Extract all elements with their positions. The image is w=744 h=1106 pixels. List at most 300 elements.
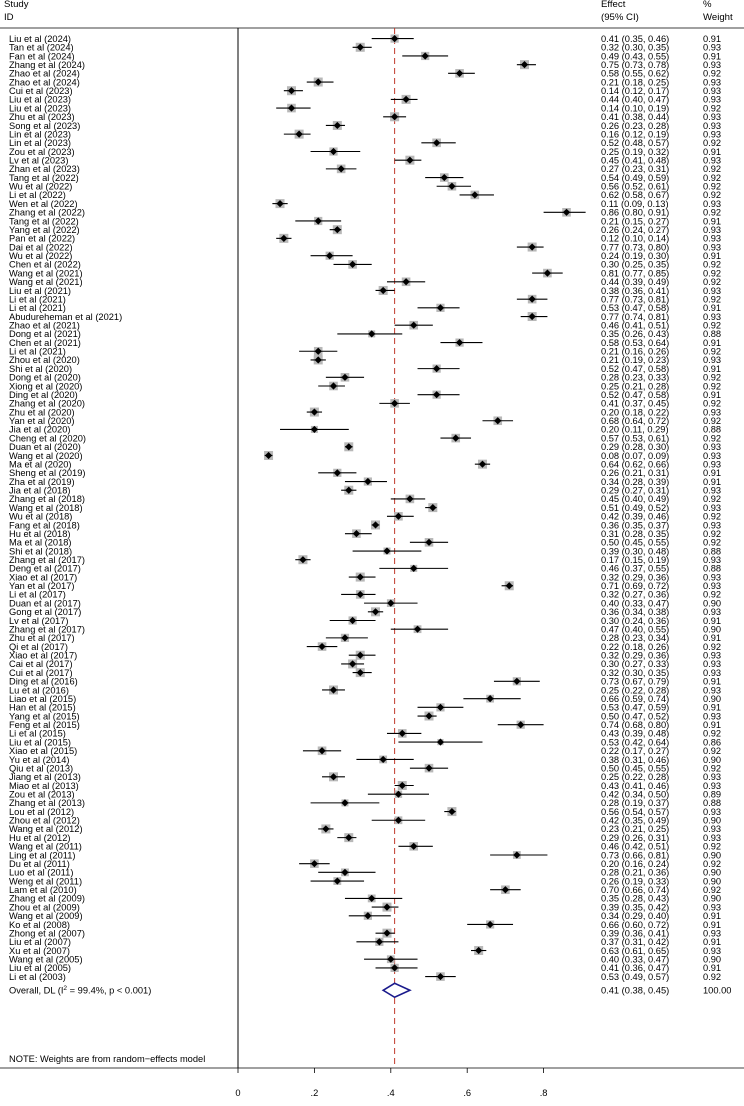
weight-text: 0.93 [703,832,722,843]
weight-text: 0.90 [703,754,722,765]
effect-ci-text: 0.32 (0.30, 0.35) [601,42,670,53]
weight-text: 0.93 [703,824,722,835]
study-label: Wu et al (2022) [9,251,73,262]
weight-text: 0.93 [703,581,722,592]
weight-text: 0.88 [703,329,722,340]
study-label: Li et al (2021) [9,346,66,357]
effect-ci-text: 0.26 (0.23, 0.28) [601,120,670,131]
effect-ci-text: 0.41 (0.37, 0.45) [601,398,670,409]
effect-ci-text: 0.68 (0.64, 0.72) [601,416,670,427]
effect-ci-text: 0.20 (0.18, 0.22) [601,407,670,418]
effect-ci-text: 0.81 (0.77, 0.85) [601,268,670,279]
study-label: Li et al (2021) [9,303,66,314]
effect-ci-text: 0.42 (0.35, 0.49) [601,815,670,826]
header-ci: (95% CI) [601,12,639,23]
study-label: Lam et al (2010) [9,885,77,896]
study-label: Yu et al (2014) [9,754,70,765]
weight-text: 0.91 [703,633,722,644]
study-label: Zhou et al (2020) [9,355,80,366]
weight-text: 0.92 [703,537,722,548]
study-label: Liu et al (2005) [9,963,72,974]
weight-text: 0.93 [703,945,722,956]
overall-ci-text: 0.41 (0.38, 0.45) [601,985,670,996]
weight-text: 0.93 [703,198,722,209]
weight-text: 0.92 [703,277,722,288]
study-label: Du et al (2011) [9,858,70,869]
study-label: Duan et al (2017) [9,598,81,609]
overall-weight-text: 100.00 [703,985,732,996]
study-label: Fang et al (2018) [9,520,80,531]
effect-ci-text: 0.21 (0.18, 0.25) [601,77,670,88]
effect-ci-text: 0.42 (0.34, 0.50) [601,789,670,800]
effect-ci-text: 0.63 (0.61, 0.65) [601,945,670,956]
weight-text: 0.92 [703,181,722,192]
effect-ci-text: 0.51 (0.49, 0.52) [601,502,670,513]
effect-ci-text: 0.44 (0.39, 0.49) [601,277,670,288]
weight-text: 0.93 [703,685,722,696]
effect-ci-text: 0.32 (0.29, 0.36) [601,650,670,661]
study-label: Qi et al (2017) [9,641,68,652]
study-label: Yang et al (2015) [9,711,80,722]
weight-text: 0.93 [703,650,722,661]
study-label: Zhan et al (2023) [9,164,80,175]
effect-ci-text: 0.53 (0.49, 0.57) [601,971,670,982]
study-label: Ko et al (2008) [9,919,70,930]
effect-ci-text: 0.45 (0.40, 0.49) [601,494,670,505]
study-label: Feng et al (2015) [9,720,80,731]
study-label: Liao et al (2015) [9,693,77,704]
study-label: Zhang et al (2013) [9,798,85,809]
effect-ci-text: 0.52 (0.48, 0.57) [601,138,670,149]
study-label: Dong et al (2020) [9,372,81,383]
effect-ci-text: 0.25 (0.19, 0.32) [601,146,670,157]
weight-text: 0.93 [703,94,722,105]
study-label: Zhang et al (2009) [9,893,85,904]
study-label: Fan et al (2024) [9,51,75,62]
study-label: Tang et al (2022) [9,172,79,183]
study-label: Ling et al (2011) [9,850,76,861]
overall-label: Overall, DL ($I^2 = 99.4\%$, p < 0.001) [9,985,152,996]
effect-ci-text: 0.20 (0.16, 0.24) [601,858,670,869]
study-label: Xiong et al (2020) [9,381,83,392]
weight-text: 0.93 [703,355,722,366]
study-label: Abudureheman et al (2021) [9,311,123,322]
study-label: Zhang et al (2022) [9,207,85,218]
column-headers [4,0,733,23]
study-label: Wang et al (2021) [9,268,83,279]
effect-ci-text: 0.43 (0.39, 0.48) [601,728,670,739]
weight-text: 0.91 [703,251,722,262]
weight-text: 0.91 [703,216,722,227]
effect-ci-text: 0.20 (0.11, 0.29) [601,424,669,435]
weight-text: 0.92 [703,138,722,149]
effect-ci-text: 0.53 (0.42, 0.64) [601,737,670,748]
effect-ci-text: 0.36 (0.34, 0.38) [601,607,670,618]
study-label: Zhong et al (2007) [9,928,85,939]
weight-text: 0.88 [703,424,722,435]
study-label: Yan et al (2020) [9,416,75,427]
effect-ci-text: 0.49 (0.43, 0.55) [601,51,670,62]
weight-text: 0.91 [703,963,722,974]
effect-ci-text: 0.29 (0.27, 0.31) [601,485,670,496]
weight-text: 0.92 [703,381,722,392]
weight-text: 0.92 [703,346,722,357]
weight-text: 0.93 [703,772,722,783]
effect-ci-text: 0.14 (0.12, 0.17) [601,86,670,97]
effect-ci-text: 0.41 (0.38, 0.44) [601,112,670,123]
weight-text: 0.92 [703,641,722,652]
study-label: Ding et al (2020) [9,389,78,400]
effect-ci-text: 0.74 (0.68, 0.80) [601,720,670,731]
study-label: Zou et al (2023) [9,146,75,157]
x-tick-label: .8 [539,1088,548,1098]
weight-text: 0.91 [703,303,722,314]
weight-text: 0.91 [703,337,722,348]
weight-text: 0.91 [703,676,722,687]
weight-text: 0.93 [703,520,722,531]
weight-text: 0.93 [703,459,722,470]
effect-ci-text: 0.28 (0.23, 0.34) [601,633,670,644]
study-label: Liu et al (2015) [9,737,72,748]
weight-text: 0.93 [703,155,722,166]
study-label: Ma et al (2018) [9,537,72,548]
header-study: Study [4,0,29,10]
study-label: Xiao et al (2017) [9,650,78,661]
study-label: Wu et al (2022) [9,181,73,192]
effect-ci-text: 0.77 (0.73, 0.80) [601,242,670,253]
effect-ci-text: 0.53 (0.47, 0.59) [601,702,670,713]
study-label: Zhang et al (2024) [9,59,85,70]
weights-note: NOTE: Weights are from random−effects model [9,1054,206,1064]
weight-text: 0.93 [703,607,722,618]
weight-text: 0.91 [703,911,722,922]
effect-ci-text: 0.21 (0.19, 0.23) [601,355,670,366]
weight-text: 0.91 [703,363,722,374]
effect-ci-text: 0.17 (0.15, 0.19) [601,555,670,565]
effect-ci-text: 0.32 (0.29, 0.36) [601,572,670,583]
effect-ci-text: 0.40 (0.33, 0.47) [601,954,670,965]
header-percent: % [703,0,712,10]
weight-text: 0.90 [703,850,722,861]
effect-ci-text: 0.52 (0.47, 0.58) [601,389,670,400]
effect-ci-text: 0.39 (0.36, 0.41) [601,928,670,939]
study-label: Wang et al (2020) [9,450,83,461]
weight-text: 0.92 [703,971,722,982]
weight-text: 0.91 [703,476,722,487]
study-label: Zhu et al (2023) [9,112,75,123]
study-label: Zou et al (2013) [9,789,75,800]
effect-ci-text: 0.40 (0.33, 0.47) [601,598,670,609]
x-tick-label: .2 [310,1088,319,1098]
weight-text: 0.92 [703,841,722,852]
study-label: Li et al (2022) [9,190,66,201]
effect-ci-text: 0.29 (0.28, 0.30) [601,442,670,453]
effect-ci-text: 0.22 (0.17, 0.27) [601,746,670,757]
study-label: Cui et al (2017) [9,667,73,678]
weight-text: 0.92 [703,68,722,79]
weight-text: 0.91 [703,146,722,157]
effect-ci-text: 0.42 (0.39, 0.46) [601,511,670,522]
study-label: Zhao et al (2021) [9,320,80,331]
effect-ci-text: 0.66 (0.59, 0.74) [601,693,670,704]
study-label: Li et al (2015) [9,728,66,739]
study-label: Wang et al (2021) [9,277,83,288]
effect-ci-text: 0.26 (0.21, 0.31) [601,468,670,479]
effect-ci-text: 0.57 (0.53, 0.61) [601,433,670,444]
weight-text: 0.92 [703,416,722,427]
weight-text: 0.91 [703,615,722,626]
study-label: Liu et al (2024) [9,33,72,44]
study-label: Zhou et al (2009) [9,902,80,913]
effect-ci-text: 0.64 (0.62, 0.66) [601,459,670,470]
study-label: Liu et al (2021) [9,285,72,296]
weight-text: 0.90 [703,624,722,635]
study-label: Ma et al (2020) [9,459,72,470]
effect-ci-text: 0.45 (0.41, 0.48) [601,155,670,166]
effect-ci-text: 0.26 (0.19, 0.33) [601,876,670,887]
weight-text: 0.93 [703,659,722,670]
weight-text: 0.90 [703,893,722,904]
weight-text: 0.92 [703,164,722,175]
weight-text: 0.93 [703,224,722,235]
weight-text: 0.88 [703,546,722,557]
effect-ci-text: 0.35 (0.28, 0.43) [601,893,670,904]
weight-text: 0.92 [703,885,722,896]
weight-text: 0.91 [703,51,722,62]
study-label: Sheng et al (2019) [9,468,86,479]
study-label: Liu et al (2007) [9,937,72,948]
effect-ci-text: 0.43 (0.41, 0.46) [601,780,670,791]
weight-text: 0.93 [703,442,722,453]
study-label: Zhang et al (2020) [9,398,85,409]
weight-text: 0.92 [703,103,722,114]
weight-text: 0.93 [703,129,722,140]
effect-ci-text: 0.25 (0.22, 0.28) [601,685,670,696]
study-label: Zhu et al (2020) [9,407,75,418]
study-label: Song et al (2023) [9,120,81,131]
weight-text: 0.93 [703,806,722,817]
weight-text: 0.93 [703,780,722,791]
effect-ci-text: 0.77 (0.74, 0.81) [601,311,670,322]
study-label: Cai et al (2017) [9,659,73,670]
effect-ci-text: 0.77 (0.73, 0.81) [601,294,670,305]
weight-text: 0.92 [703,398,722,409]
study-label: Dong et al (2021) [9,329,81,340]
weight-text: 0.93 [703,242,722,253]
effect-ci-text: 0.46 (0.37, 0.55) [601,563,670,574]
study-label: Qiu et al (2013) [9,763,74,774]
study-label: Li et al (2017) [9,589,66,600]
weight-text: 0.90 [703,598,722,609]
weight-text: 0.86 [703,737,722,748]
effect-ci-text: 0.29 (0.26, 0.31) [601,832,670,843]
study-label: Lv et al (2023) [9,155,69,166]
weight-text: 0.92 [703,528,722,539]
effect-ci-text: 0.41 (0.35, 0.46) [601,33,670,44]
effect-ci-text: 0.41 (0.36, 0.47) [601,963,670,974]
weight-text: 0.93 [703,502,722,513]
effect-ci-text: 0.58 (0.53, 0.64) [601,337,670,348]
weight-text: 0.92 [703,259,722,270]
study-label: Gong et al (2017) [9,607,82,618]
study-label: Hu et al (2018) [9,528,71,539]
header-weight: Weight [703,12,733,23]
effect-ci-text: 0.28 (0.21, 0.36) [601,867,670,878]
study-label: Han et al (2015) [9,702,76,713]
study-label: Wang et al (2012) [9,824,83,835]
weight-text: 0.92 [703,320,722,331]
effect-ci-text: 0.30 (0.27, 0.33) [601,659,670,670]
weight-text: 0.90 [703,876,722,887]
weight-text: 0.92 [703,494,722,505]
weight-text: 0.93 [703,42,722,53]
study-label: Yan et al (2017) [9,581,75,592]
study-label: Jiang et al (2013) [9,772,81,783]
weight-text: 0.93 [703,86,722,97]
effect-ci-text: 0.34 (0.28, 0.39) [601,476,670,487]
weight-text: 0.93 [703,667,722,678]
study-label: Wang et al (2005) [9,954,83,965]
x-tick-label: .4 [386,1088,395,1098]
effect-ci-text: 0.38 (0.36, 0.41) [601,285,670,296]
effect-ci-text: 0.31 (0.28, 0.35) [601,528,670,539]
effect-ci-text: 0.30 (0.25, 0.35) [601,259,670,270]
x-tick-label: 0 [235,1088,241,1098]
effect-ci-text: 0.22 (0.18, 0.26) [601,641,670,652]
overall-diamond [383,983,410,997]
effect-ci-text: 0.73 (0.66, 0.81) [601,850,670,861]
effect-ci-text: 0.58 (0.55, 0.62) [601,68,670,79]
study-label: Xiao et al (2015) [9,746,78,757]
weight-text: 0.92 [703,511,722,522]
effect-ci-text: 0.12 (0.10, 0.14) [601,233,670,244]
weight-text: 0.91 [703,33,722,44]
study-label: Zhao et al (2024) [9,68,80,79]
weight-text: 0.88 [703,563,722,574]
study-label: Lin et al (2023) [9,129,72,140]
weight-text: 0.93 [703,572,722,583]
weight-text: 0.92 [703,190,722,201]
effect-ci-text: 0.28 (0.19, 0.37) [601,798,670,809]
effect-ci-text: 0.62 (0.58, 0.67) [601,190,670,201]
effect-ci-text: 0.38 (0.31, 0.46) [601,754,670,765]
weight-text: 0.91 [703,937,722,948]
weight-text: 0.92 [703,858,722,869]
study-label: Zhou et al (2012) [9,815,80,826]
study-label: Zhu et al (2017) [9,633,75,644]
effect-ci-text: 0.39 (0.35, 0.42) [601,902,670,913]
i-squared-text: = 99.4%, p < 0.001) [67,985,152,996]
study-label: Zhang et al (2017) [9,624,85,635]
weight-text: 0.91 [703,919,722,930]
effect-ci-text: 0.24 (0.19, 0.30) [601,251,670,262]
weight-text: 0.92 [703,372,722,383]
study-label: Liu et al (2023) [9,103,72,114]
x-tick-label: .6 [463,1088,472,1098]
study-label: Zha et al (2019) [9,476,75,487]
study-label: Wen et al (2022) [9,198,78,209]
weight-text: 0.93 [703,407,722,418]
weight-text: 0.93 [703,77,722,88]
study-label: Chen et al (2022) [9,259,81,270]
weight-text: 0.93 [703,285,722,296]
weight-text: 0.92 [703,294,722,305]
effect-ci-text: 0.71 (0.69, 0.72) [601,581,670,592]
weight-text: 0.93 [703,928,722,939]
weight-text: 0.91 [703,389,722,400]
weight-text: 0.92 [703,172,722,183]
effect-ci-text: 0.28 (0.23, 0.33) [601,372,670,383]
weight-text: 0.93 [703,485,722,496]
study-label: Wang et al (2018) [9,502,83,513]
effect-ci-text: 0.54 (0.49, 0.59) [601,172,670,183]
effect-ci-text: 0.50 (0.47, 0.52) [601,711,670,722]
study-label: Lou et al (2012) [9,806,75,817]
study-label: Zhao et al (2024) [9,77,80,88]
study-label: Shi et al (2020) [9,363,73,374]
study-label: Jia et al (2020) [9,424,71,435]
study-label: Lv et al (2017) [9,615,69,626]
effect-ci-text: 0.35 (0.26, 0.43) [601,329,670,340]
effect-ci-text: 0.86 (0.80, 0.91) [601,207,670,218]
effect-ci-text: 0.50 (0.45, 0.55) [601,537,670,548]
weight-text: 0.92 [703,589,722,600]
effect-ci-text: 0.66 (0.60, 0.72) [601,919,670,930]
effect-ci-text: 0.08 (0.07, 0.09) [601,450,670,461]
study-label: Tan et al (2024) [9,42,74,53]
study-label: Zhang et al (2018) [9,494,85,505]
effect-ci-text: 0.75 (0.73, 0.78) [601,59,670,70]
study-label: Li et al (2021) [9,294,66,305]
weight-text: 0.88 [703,798,722,809]
weight-text: 0.92 [703,728,722,739]
study-label: Dai et al (2022) [9,242,73,253]
study-label: Miao et al (2013) [9,780,79,791]
effect-ci-text: 0.32 (0.30, 0.35) [601,667,670,678]
effect-ci-text: 0.25 (0.22, 0.28) [601,772,670,783]
study-label: Duan et al (2020) [9,442,81,453]
effect-ci-text: 0.34 (0.29, 0.40) [601,911,670,922]
i-squared-superscript: 2 [63,985,68,993]
effect-ci-text: 0.53 (0.47, 0.58) [601,303,670,314]
weight-text: 0.93 [703,711,722,722]
weight-text: 0.89 [703,789,722,800]
study-label: Liu et al (2023) [9,94,72,105]
effect-ci-text: 0.47 (0.40, 0.55) [601,624,670,635]
weight-text: 0.93 [703,311,722,322]
effect-ci-text: 0.37 (0.31, 0.42) [601,937,670,948]
study-label: Wu et al (2018) [9,511,73,522]
effect-ci-text: 0.14 (0.10, 0.19) [601,103,670,114]
weight-text: 0.92 [703,268,722,279]
effect-ci-text: 0.21 (0.16, 0.26) [601,346,670,357]
study-label: Cheng et al (2020) [9,433,87,444]
study-label: Yang et al (2022) [9,224,80,235]
study-label: Li et al (2003) [9,971,66,982]
weight-text: 0.91 [703,702,722,713]
weight-text: 0.92 [703,763,722,774]
study-label: Pan et al (2022) [9,233,76,244]
effect-ci-text: 0.16 (0.12, 0.19) [601,129,670,140]
study-label: Zhang et al (2017) [9,555,85,565]
effect-ci-text: 0.56 (0.52, 0.61) [601,181,670,192]
effect-ci-text: 0.70 (0.66, 0.74) [601,885,670,896]
study-label: Wang et al (2009) [9,911,83,922]
study-label: Weng et al (2011) [9,876,83,887]
effect-ci-text: 0.46 (0.41, 0.51) [601,320,670,331]
study-label: Hu et al (2012) [9,832,71,843]
effect-ci-text: 0.73 (0.67, 0.79) [601,676,670,687]
